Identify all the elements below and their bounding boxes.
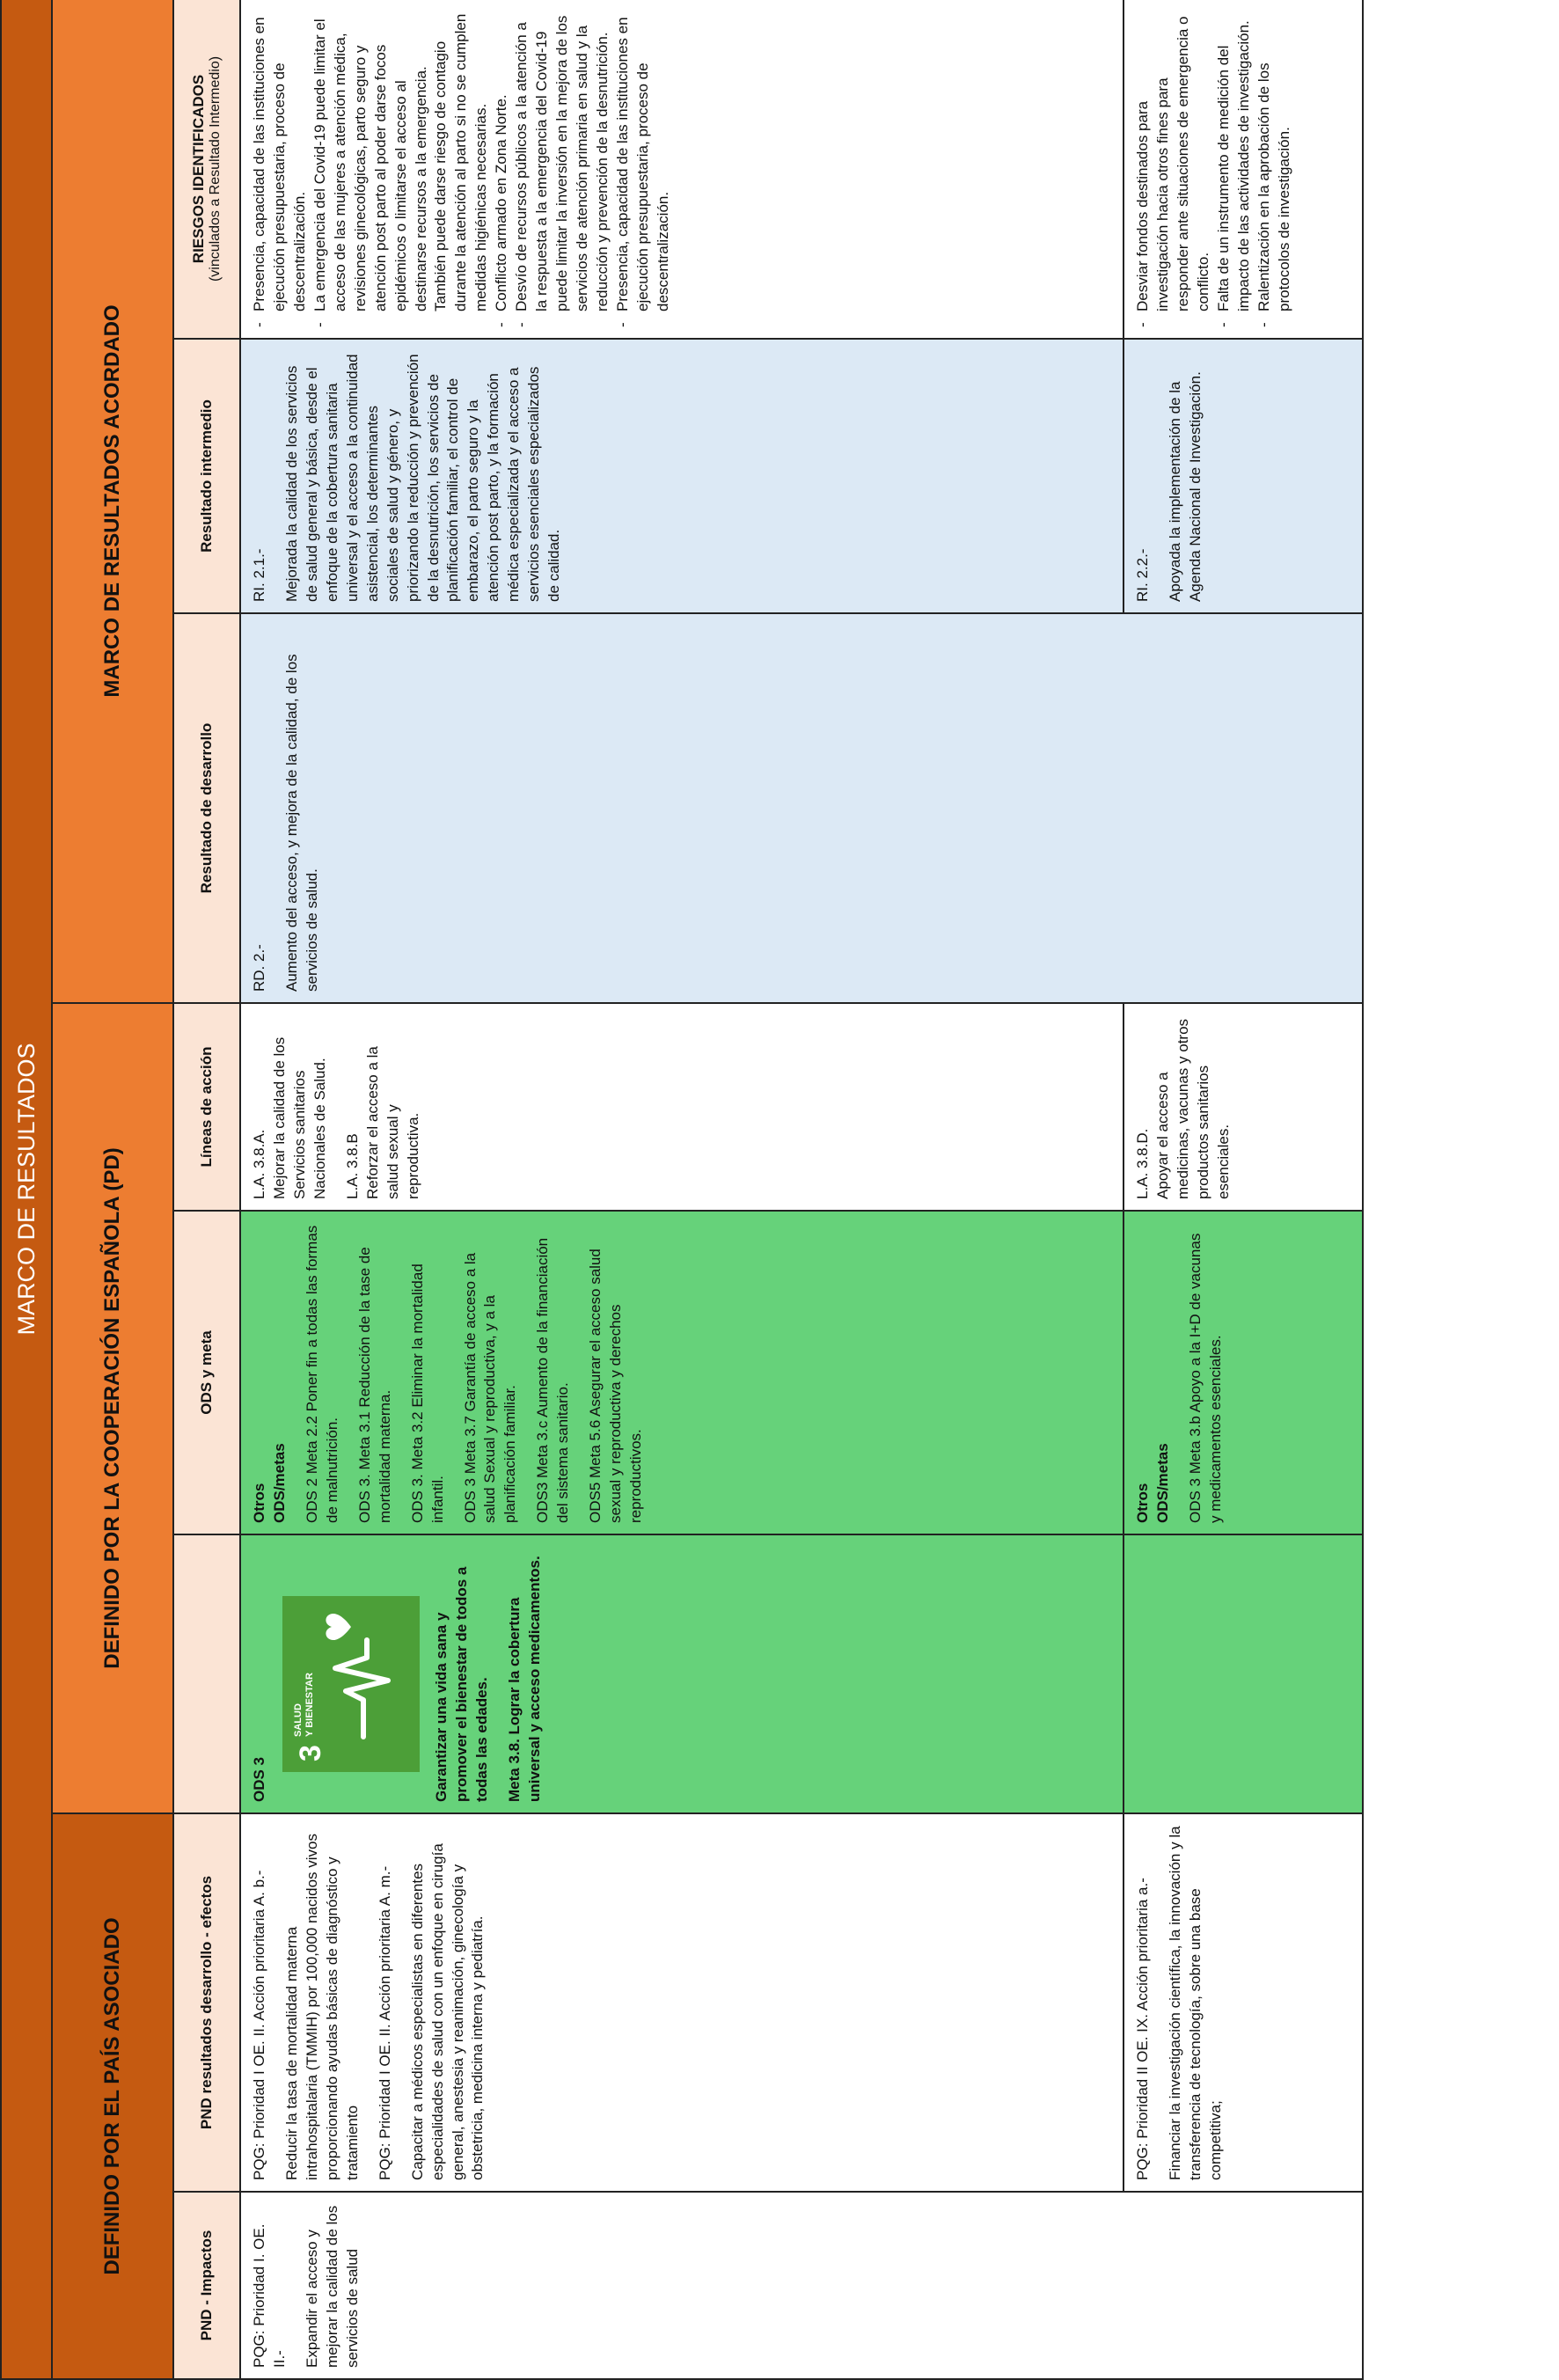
riesgos-cell-2 [1124, 0, 1363, 339]
sdg-word-1: SALUD [292, 1703, 304, 1737]
la-a-text: Mejorar la calidad de los Servicios sanitarios Nacionales de Salud. [270, 1036, 328, 1199]
ri-text-2: Apoyada la implementación de la Agenda Nacional de Investigación. [1166, 371, 1204, 602]
heartbeat-icon [282, 1596, 420, 1772]
col-header-riesgos [173, 0, 240, 339]
ods-meta-text: Meta 3.8. Lograr la cobertura universal y acceso medicamentos. [505, 1556, 543, 1802]
sdg-3-tile [282, 1596, 420, 1772]
impacto-code: PQG: Prioridad I. OE. II.- [251, 2223, 288, 2368]
otros-title: Otros [251, 1483, 267, 1523]
col-header-rd: Resultado de desarrollo [173, 613, 240, 1003]
sdg-word-2: Y BIENESTAR [304, 1673, 316, 1737]
riesgos-cell [240, 0, 1124, 339]
meta-item: ODS3 Meta 3.c Aumento de la financiación del sistema sanitario. [534, 1237, 572, 1523]
ods-goal-cell-2 [1124, 1534, 1363, 1813]
col-header-ri: Resultado intermedio [173, 339, 240, 613]
table-row [240, 0, 1124, 2379]
riesgo-item: - Presencia, capacidad de las instituciones en ejecución presupuestaria, proceso de descentralización. [613, 11, 674, 327]
impacto-text: Expandir el acceso y mejorar la calidad de los servicios de salud [303, 2205, 361, 2368]
riesgos-list-2 [1133, 11, 1295, 327]
efecto-cell [240, 1813, 1124, 2192]
riesgo-item: - Desvío de recursos públicos a la atención a la respuesta a la emergencia del Covid-19 puede limitar la inversión en la mejora de los servicios de atención primaria en salud y la reducción y prevención de la desnutrición. [512, 11, 613, 327]
ri-cell-2 [1124, 339, 1363, 613]
meta-item: ODS 3. Meta 3.1 Reducción de la tase de mortalidad materna. [355, 1247, 393, 1523]
ri-code: RI. 2.1.- [251, 548, 267, 602]
col-header-ods-meta: ODS y meta [173, 1211, 240, 1534]
col-header-lineas: Líneas de acción [173, 1003, 240, 1211]
otros-title-2: Otros [1134, 1483, 1151, 1523]
la-text-2: Apoyar el acceso a medicinas, vacunas y otros productos sanitarios esenciales. [1153, 1018, 1232, 1199]
efecto-1-text: Reducir la tasa de mortalidad materna intrahospitalaria (TMMIH) por 100,000 nacidos vivos proporcionando ayudas básicas de diagnóstico y tratamiento [282, 1833, 361, 2180]
la-code-2: L.A. 3.8.D. [1134, 1128, 1151, 1199]
ods-goal-text: Garantizar una vida sana y promover el bienestar de todos a todas las edades. [432, 1566, 490, 1802]
efecto-2-code: PQG: Prioridad I OE. II. Acción prioritaria A. m.- [376, 1865, 393, 2180]
efecto-code-2: PQG: Prioridad II OE. IX. Acción prioritaria a.- [1134, 1878, 1151, 2180]
col-header-efectos: PND resultados desarrollo - efectos [173, 1813, 240, 2192]
efecto-1-code: PQG: Prioridad I OE. II. Acción prioritaria A. b.- [251, 1870, 267, 2180]
ods-label: ODS 3 [251, 1756, 267, 1802]
riesgo-item: - La emergencia del Covid-19 puede limitar el acceso de las mujeres a atención médica, revisiones ginecológicas, parto seguro y atención post parto al poder darse focos epidémicos o limitarse el acceso al destinarse recursos a la emergencia. También puede darse riesgo de contagio durante la atención al parto si no se cumplen medidas higiénicas necesarias. [311, 11, 492, 327]
efecto-cell-2 [1124, 1813, 1363, 2192]
la-a-code: L.A. 3.8.A. [251, 1129, 267, 1199]
col-header-ods-blank [173, 1534, 240, 1813]
rd-text: Aumento del acceso, y mejora de la calidad, de los servicios de salud. [282, 654, 320, 992]
ri-code-2: RI. 2.2.- [1134, 548, 1151, 602]
section-acordado: MARCO DE RESULTADOS ACORDADO [52, 0, 173, 1003]
la-b-code: L.A. 3.8.B [343, 1133, 361, 1199]
efecto-text-2: Financiar la investigación científica, la innovación y la transferencia de tecnología, sobre una base competitiva; [1166, 1826, 1224, 2180]
riesgo-item: - Falta de un instrumento de medición del impacto de las actividades de investigación. [1214, 11, 1255, 327]
lineas-cell [240, 1003, 1124, 1211]
riesgos-title: RIESGOS IDENTIFICADOS [190, 74, 207, 264]
rd-cell [240, 613, 1363, 1003]
otros-subtitle: ODS/metas [270, 1443, 288, 1523]
ods-metas-cell [240, 1211, 1124, 1534]
otros-subtitle-2: ODS/metas [1153, 1443, 1171, 1523]
meta-item: ODS 3. Meta 3.2 Eliminar la mortalidad infantil. [408, 1263, 446, 1523]
meta-item: ODS5 Meta 5.6 Asegurar el acceso salud sexual y reproductiva y derechos reproductivos. [587, 1249, 645, 1523]
la-b-text: Reforzar el acceso a la salud sexual y reproductiva. [363, 1046, 421, 1199]
ods-goal-cell [240, 1534, 1124, 1813]
section-pais: DEFINIDO POR EL PAÍS ASOCIADO [52, 1813, 173, 2379]
riesgo-item: - Conflicto armado en Zona Norte. [492, 11, 512, 327]
ri-cell [240, 339, 1124, 613]
meta-item: ODS 2 Meta 2.2 Poner fin a todas las formas de malnutrición. [303, 1225, 340, 1523]
rd-code: RD. 2.- [251, 944, 267, 992]
riesgo-item: - Presencia, capacidad de las instituciones en ejecución presupuestaria, proceso de descentralización. [250, 11, 311, 327]
ri-text: Mejorada la calidad de los servicios de salud general y básica, desde el enfoque de la cobertura sanitaria universal y el acceso a la continuidad asistencial, los determinantes sociales de salud y género, y priorizando la reducción y prevención de la desnutrición, los servicios de planificación familiar, el control de embarazo, el parto seguro y la atención post parto, y la formación médica especializada y el acceso a servicios esenciales especializados de calidad. [282, 354, 563, 602]
table-row [1124, 0, 1363, 2379]
section-cooperacion: DEFINIDO POR LA COOPERACIÓN ESPAÑOLA (PD) [52, 1003, 173, 1813]
efecto-2-text: Capacitar a médicos especialistas en diferentes especialidades de salud con un enfoque en cirugía general, anestesia y reanimación, ginecología y obstetricia, medicina interna y pediatría. [408, 1843, 487, 2180]
riesgos-list [250, 11, 674, 327]
main-title: MARCO DE RESULTADOS [1, 0, 52, 2379]
ods-metas-cell-2 [1124, 1211, 1363, 1534]
lineas-cell-2 [1124, 1003, 1363, 1211]
riesgo-item: - Desviar fondos destinados para investigación hacia otros fines para responder ante situaciones de emergencia o conflicto. [1133, 11, 1214, 327]
riesgo-item: - Ralentización en la aprobación de los protocolos de investigación. [1255, 11, 1295, 327]
meta-item-2: ODS 3 Meta 3.b Apoyo a la I+D de vacunas y medicamentos esenciales. [1186, 1233, 1224, 1523]
sdg-number: 3 [293, 1745, 327, 1761]
meta-item: ODS 3 Meta 3.7 Garantía de acceso a la salud Sexual y reproductiva, y a la planificación familiar. [461, 1252, 519, 1523]
col-header-impactos: PND - Impactos [173, 2192, 240, 2379]
riesgos-subtitle: (vinculados a Resultado Intermedio) [208, 55, 223, 282]
impacto-cell [240, 2192, 1363, 2379]
